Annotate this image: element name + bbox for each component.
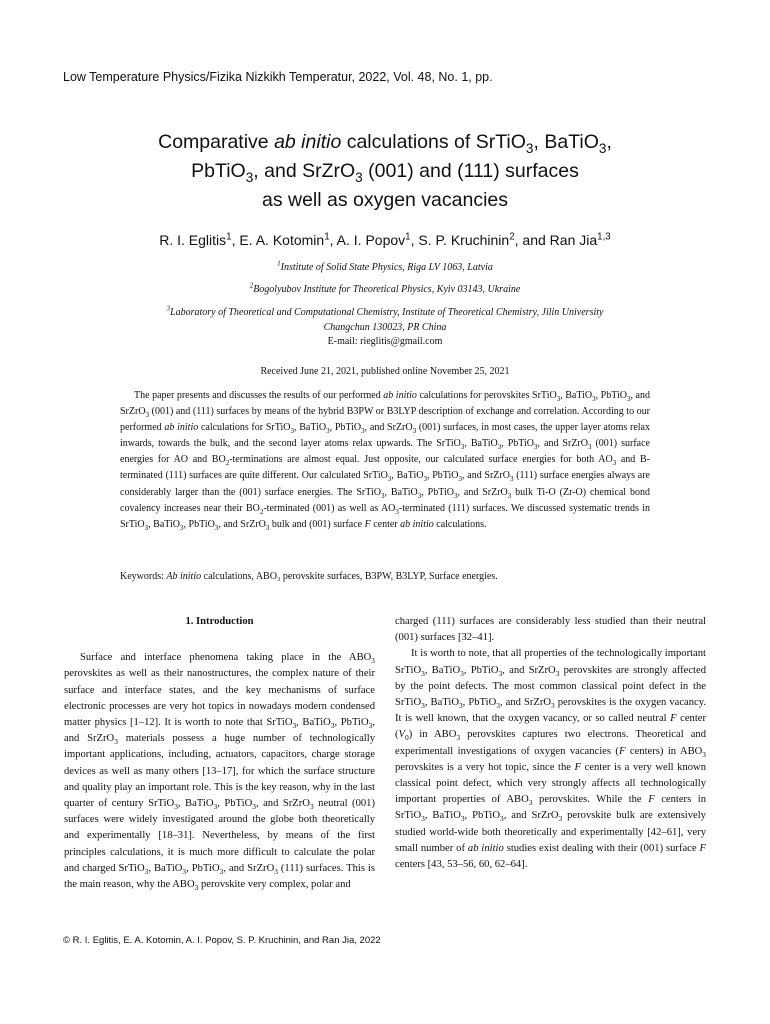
contact-email: E-mail: rieglitis@gmail.com	[327, 336, 443, 347]
body-paragraph: charged (111) surfaces are considerably less studied than their neutral (001) surfaces [32–41].	[395, 616, 706, 644]
title-line-1: Comparative ab initio calculations of SrTiO$_3$, BaTiO$_3$,	[158, 131, 612, 156]
section-heading: 1. Introduction	[185, 616, 254, 627]
author: S. P. Kruchinin$^2$, and	[418, 231, 550, 248]
author: Ran Jia$^{1,3}$	[549, 231, 611, 248]
left-column	[64, 614, 375, 893]
keywords: Keywords: Ab initio calculations, ABO₃ perovskite surfaces, B3PW, B3LYP, Surface energies.	[120, 571, 498, 582]
author: E. A. Kotomin$^1$,	[239, 231, 337, 248]
affiliation-2: $^2$Bogolyubov Institute for Theoretical Physics, Kyiv 03143, Ukraine	[249, 281, 521, 295]
author: R. I. Eglitis$^1$,	[159, 231, 240, 248]
title-line-2: PbTiO$_3$, and SrZrO$_3$ (001) and (111) surfaces	[191, 160, 579, 185]
affiliation-1: $^1$Institute of Solid State Physics, Riga LV 1063, Latvia	[277, 259, 493, 273]
paper-title	[0, 128, 770, 215]
body-paragraph: Surface and interface phenomena taking place in the $ABO_3$ perovskites as well as their nanostructures, the complex nature of their surface and interface states, and the key mechanisms of surface electronic processes are very hot topics in nowadays modern condensed matter physics [1–12]. It is worth to note that SrTiO$_3$, BaTiO$_3$, PbTiO$_3$, and SrZrO$_3$ materials possess a huge number of technologically important applications, including, actuators, capacitors, charge storage devices as well as many others [13–17], for which the surface structure and quality play an important role. This is the key reason, why in the last quarter of century SrTiO$_3$, BaTiO$_3$, PbTiO$_3$, and SrZrO$_3$ neutral (001) surfaces were widely investigated around the globe both theoretically and experimentally [18–31]. Nevertheless, by means of the first principles calculations, it is much more difficult to calculate the polar and charged SrTiO$_3$, BaTiO$_3$, PbTiO$_3$, and SrZrO$_3$ (111) surfaces. This is the main reason, why the $ABO_3$ perovskite very complex, polar and	[64, 652, 376, 893]
author: A. I. Popov$^1$,	[336, 231, 419, 248]
affiliation-3: $^3$Laboratory of Theoretical and Computational Chemistry, Institute of Theoretical Chemistry, Jilin University Changchun 130023, PR China	[166, 304, 604, 333]
abstract	[120, 388, 650, 533]
received-date: Received June 21, 2021, published online November 25, 2021	[260, 366, 510, 377]
author-list	[0, 232, 770, 248]
abstract-text: The paper presents and discusses the results of our performed ab initio calculations for perovskites SrTiO$_3$, BaTiO$_3$, PbTiO$_3$, and SrZrO$_3$ (001) and (111) surfaces by means of the hybrid B3PW or B3LYP description of exchange and correlation. According to our performed ab initio calculations for SrTiO$_3$, BaTiO$_3$, PbTiO$_3$, and SrZrO$_3$ (001) surfaces, in most cases, the upper layer atoms relax inwards, towards the bulk, and the second layer atoms relax upwards. The SrTiO$_3$, BaTiO$_3$, PbTiO$_3$, and SrZrO$_3$ (001) surface energies for AO and $BO_2$-terminations are almost equal. Just opposite, our calculated surface energies for both $AO_3$ and B-terminated (111) surfaces are quite different. Our calculated SrTiO$_3$, BaTiO$_3$, PbTiO$_3$, and SrZrO$_3$ (111) surface energies always are considerably larger than the (001) surface energies. The SrTiO$_3$, BaTiO$_3$, PbTiO$_3$, and SrZrO$_3$ bulk Ti-O (Zr-O) chemical bond covalency increases near their $BO_2$-terminated (001) as well as $AO_3$-terminated (111) surfaces. We discussed systematic trends in SrTiO$_3$, BaTiO$_3$, PbTiO$_3$, and SrZrO$_3$ bulk and (001) surface F center ab initio calculations.	[120, 390, 650, 532]
body-paragraph: It is worth to note, that all properties of the technologically important SrTiO$_3$, BaTiO$_3$, PbTiO$_3$, and SrZrO$_3$ perovskites are strongly affected by the point defects. The most common classical point defect in the SrTiO$_3$, BaTiO$_3$, PbTiO$_3$, and SrZrO$_3$ perovskites is the oxygen vacancy. It is well known, that the oxygen vacancy, or so called neutral F center $(V_0)$ in $ABO_3$ perovskites captures two electrons. Theoretical and experimentall investigations of oxygen vacancies (F centers) in $ABO_3$ perovskites is a very hot topic, since the F center is a very well known classical point defect, which very strongly affects all technologically important properties of $ABO_3$ perovskites. While the F centers in SrTiO$_3$, BaTiO$_3$, PbTiO$_3$, and SrZrO$_3$ perovskite bulk are extensively studied world-wide both theoretically and experimentally [42–61], very small number of ab initio studies exist dealing with their (001) surface F centers [43, 53–56, 60, 62–64].	[395, 648, 707, 871]
title-line-3: as well as oxygen vacancies	[261, 189, 509, 211]
right-column	[395, 614, 706, 873]
journal-citation: Low Temperature Physics/Fizika Nizkikh Temperatur, 2022, Vol. 48, No. 1, pp.	[63, 70, 493, 84]
copyright-footer: © R. I. Eglitis, E. A. Kotomin, A. I. Popov, S. P. Kruchinin, and Ran Jia, 2022	[63, 935, 381, 946]
